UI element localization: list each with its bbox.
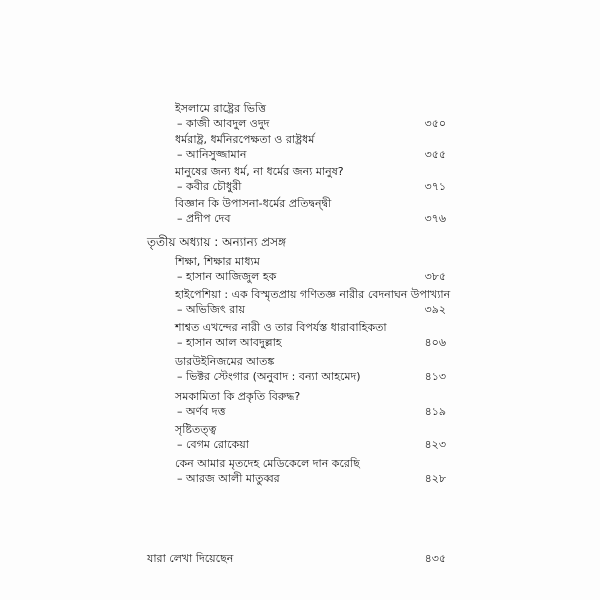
toc-final-entry-title: যারা লেখা দিয়েছেন [147, 552, 234, 565]
entry-author: – বেগম রোকেয়া [177, 438, 249, 451]
entry-page-number: ৩৭১ [424, 180, 446, 193]
entry-author: – কাজী আবদুল ওদুদ [177, 117, 270, 130]
entry-author: – কবীর চৌধুরী [177, 180, 242, 193]
entry-author: – হাসান আজিজুল হক [177, 270, 277, 283]
entry-title: ইসলামে রাষ্ট্রের ভিত্তি [175, 102, 266, 115]
toc-entry [175, 354, 445, 384]
entry-page-number: ৩৫০ [424, 117, 446, 130]
toc-entry [175, 422, 445, 452]
entry-author: – হাসান আল আবদুল্লাহ [177, 336, 282, 349]
entry-page-number: ৪৩৫ [424, 552, 446, 565]
toc-entry [175, 320, 445, 350]
toc-entry [175, 254, 445, 284]
entry-author: – প্রদীপ দেব [177, 212, 231, 225]
toc-entry [175, 132, 445, 162]
entry-author: – অর্ণব দত্ত [177, 405, 226, 418]
entry-page-number: ৩৫৫ [424, 148, 446, 161]
entry-title: সৃষ্টিতত্ত্ব [175, 423, 217, 436]
entry-page-number: ৩৮৫ [424, 270, 446, 283]
entry-page-number: ৩৭৬ [424, 212, 446, 225]
entry-author: – আনিসুজ্জামান [177, 148, 247, 161]
toc-entry [175, 389, 445, 419]
entry-author: – অভিজিৎ রায় [177, 303, 245, 316]
entry-title: মানুষের জন্য ধর্ম, না ধর্মের জন্য মানুষ? [175, 165, 344, 178]
entry-page-number: ৪১৯ [424, 405, 446, 418]
entry-title: শাশ্বত এখন্দের নারী ও তার বিপর্যস্ত ধারাবাহিকতা [175, 321, 387, 334]
entry-page-number: ৪১৩ [424, 370, 446, 383]
section-heading: তৃতীয় অধ্যায় : অন্যান্য প্রসঙ্গ [147, 235, 286, 249]
entry-title: ধর্মরাষ্ট্র, ধর্মনিরপেক্ষতা ও রাষ্ট্রধর্ম [175, 133, 315, 146]
entry-page-number: ৪০৬ [424, 336, 446, 349]
entry-title: বিজ্ঞান কি উপাসনা-ধর্মের প্রতিদ্বন্দ্বী [175, 197, 332, 210]
entry-page-number: ৪২৩ [424, 438, 446, 451]
toc-entry [175, 196, 445, 226]
toc-entry [175, 287, 451, 317]
entry-title: ডারউইনিজমের আতঙ্ক [175, 355, 275, 368]
entry-author: – ভিক্টর স্টেংগার (অনুবাদ : বন্যা আহমেদ) [177, 370, 361, 383]
entry-title: কেন আমার মৃতদেহ মেডিকেলে দান করেছি [175, 457, 360, 470]
entry-title: হাইপেশিয়া : এক বিস্মৃতপ্রায় গণিতজ্ঞ নারীর বেদনাঘন উপাখ্যান [175, 288, 451, 301]
entry-title: শিক্ষা, শিক্ষার মাধ্যম [175, 255, 260, 268]
entry-page-number: ৩৯২ [424, 303, 446, 316]
entry-author: – আরজ আলী মাতুব্বর [177, 472, 280, 485]
toc-entry [175, 164, 445, 194]
toc-entry [175, 456, 445, 486]
toc-entry [175, 101, 445, 131]
entry-title: সমকামিতা কি প্রকৃতি বিরুদ্ধ? [175, 390, 301, 403]
entry-page-number: ৪২৮ [424, 472, 446, 485]
